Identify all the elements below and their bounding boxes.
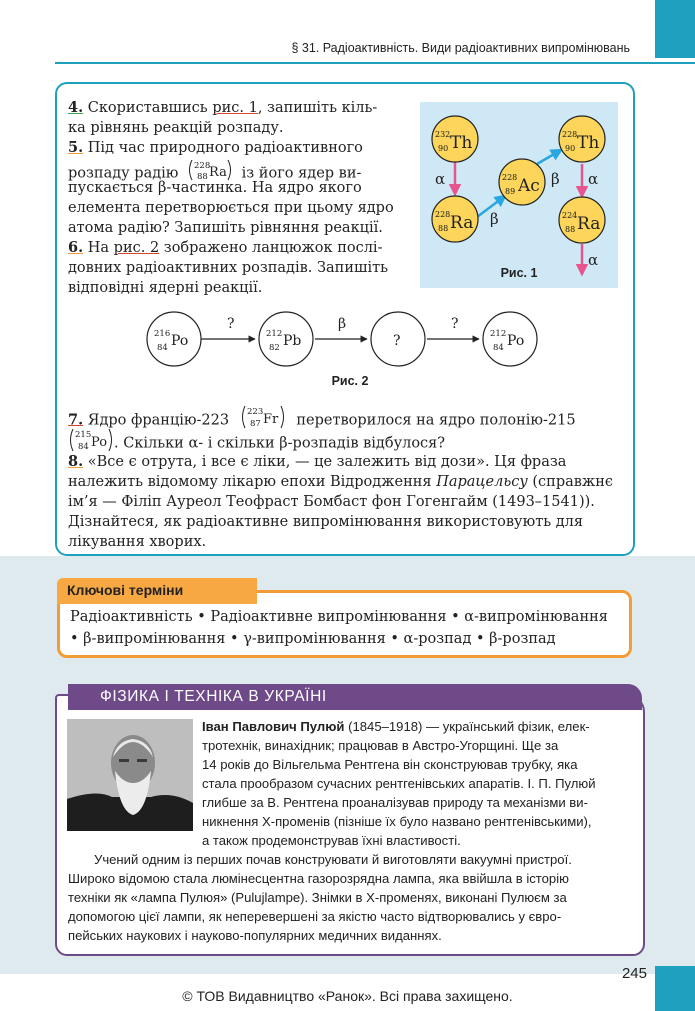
bio-line-7: а також продемонстрував їхні властивості. — [202, 833, 461, 848]
bio-line-6: никнення Х-променів (пізніше їх було названо рентгенівськими), — [202, 814, 592, 829]
svg-text:84: 84 — [157, 343, 168, 353]
figure-2-caption: Рис. 2 — [331, 374, 369, 388]
chain-label-3: ? — [451, 316, 459, 332]
exercise-6-line-2: довних радіоактивних розпадів. Запишіть — [68, 260, 389, 276]
beta-arrow-2 — [537, 150, 561, 164]
key-terms-line-1: Радіоактивність • Радіоактивне випромінювання • α-випромінювання — [70, 609, 608, 625]
svg-text:Fr: Fr — [262, 412, 278, 427]
exercise-6-text: На — [87, 240, 114, 256]
exercise-5-line-5: атома радію? Запишіть рівняння реакції. — [68, 220, 383, 236]
exercise-5-text-pre: розпаду радію — [68, 165, 179, 182]
bio-line-11: допомогою цієї лампи, як неперевершені за якістю часто відтворювались у євро- — [68, 909, 562, 924]
svg-text:Po: Po — [91, 435, 108, 450]
exercise-5-text: Під час природного радіоактивного — [87, 140, 363, 156]
exercise-4-line-2: ка рівнянь реакцій розпаду. — [68, 120, 284, 136]
portrait-photo — [67, 719, 193, 831]
ra-atomic-number: 88 — [197, 172, 208, 182]
chain-node-po212 — [483, 312, 537, 366]
exercise-8-line-4: Дізнайтеся, як радіоактивне випромінювання використовують для — [68, 514, 584, 530]
exercise-5-number: 5. — [68, 139, 84, 156]
figure-1 — [420, 102, 618, 288]
exercise-4-line-1 — [68, 98, 377, 119]
exercise-5-text-post: із його ядер ви- — [241, 165, 362, 182]
svg-text:212: 212 — [490, 329, 507, 339]
paracelsus-name: Парацельсу — [436, 474, 528, 490]
svg-text:Pb: Pb — [283, 333, 302, 349]
exercise-6-number: 6. — [68, 239, 84, 256]
exercise-5-line-3: пускається β-частинка. На ядро якого — [68, 180, 362, 196]
exercise-8-line-5: лікування хворих. — [68, 534, 207, 550]
exercise-8-text: «Все є отрута, і все є ліки, — це залежить від дози». Ця фраза — [87, 454, 567, 470]
header-rule — [55, 62, 695, 64]
figure-1-reference[interactable]: рис. 1 — [212, 100, 258, 116]
nuclide-node-th232 — [432, 116, 478, 162]
key-terms-line-2: • β-випромінювання • γ-випромінювання • α-розпад • β-розпад — [70, 631, 556, 647]
svg-text:89: 89 — [505, 187, 516, 196]
exercise-4-number: 4. — [68, 99, 84, 116]
exercise-4-text: Скориставшись — [87, 100, 213, 116]
svg-text:90: 90 — [565, 144, 576, 153]
svg-text:?: ? — [393, 333, 401, 349]
decay-chain-diagram-2 — [145, 308, 555, 372]
svg-text:Ra: Ra — [577, 214, 601, 234]
exercise-8-text-pre: належить відомому лікарю епохи Відродження — [68, 474, 437, 490]
exercise-6-line-3: відповідні ядерні реакції. — [68, 280, 263, 296]
nuclide-node-th228 — [559, 116, 605, 162]
label-beta-2: β — [551, 170, 560, 188]
bio-line-1 — [202, 718, 590, 737]
svg-text:223: 223 — [246, 407, 263, 417]
exercise-6-text-cont: зображено ланцюжок послі- — [159, 240, 383, 256]
chain-label-1: ? — [227, 316, 235, 332]
svg-text:82: 82 — [269, 343, 280, 353]
nuclide-node-ra224 — [559, 197, 605, 243]
label-beta-1: β — [490, 210, 499, 228]
ra-symbol: Ra — [209, 165, 227, 180]
bio-line-4: стала прообразом сучасних рентгенівських апаратів. І. П. Пулюй — [202, 776, 596, 791]
exercise-5-line-4: елемента перетворюється при цьому ядро — [68, 200, 394, 216]
ra-mass-number: 228 — [194, 161, 211, 171]
exercise-4-text-cont: , запишіть кіль- — [257, 100, 378, 116]
exercise-8-number: 8. — [68, 453, 84, 470]
svg-text:228: 228 — [435, 210, 451, 219]
bio-line-12: пейських наукових і науково-популярних медичних виданнях. — [68, 928, 442, 943]
svg-text:228: 228 — [562, 130, 578, 139]
pului-name: Іван Павлович Пулюй — [202, 719, 345, 734]
svg-text:228: 228 — [502, 173, 518, 182]
svg-text:90: 90 — [438, 144, 449, 153]
copyright: © ТОВ Видавництво «Ранок». Всі права захищено. — [182, 988, 513, 1004]
svg-text:84: 84 — [78, 442, 89, 452]
nuclide-node-ra228 — [432, 196, 478, 242]
svg-text:88: 88 — [565, 225, 576, 234]
nuclide-node-ac228 — [499, 159, 545, 205]
bio-text-1: (1845–1918) — український фізик, елек- — [344, 719, 590, 734]
exercise-6-line-1 — [68, 238, 382, 259]
exercise-7-number: 7. — [68, 411, 84, 429]
label-alpha-3: α — [588, 251, 599, 269]
bio-line-2: тротехнік, винахідник; працював в Австро-Угорщині. Ще за — [202, 738, 559, 753]
svg-text:216: 216 — [154, 329, 171, 339]
exercise-7-text-end: . Скільки α- і скільки β-розпадів відбулося? — [114, 435, 446, 452]
physics-ukraine-title: ФІЗИКА І ТЕХНІКА В УКРАЇНІ — [100, 688, 327, 705]
svg-text:Ac: Ac — [518, 176, 540, 196]
svg-text:215: 215 — [75, 430, 92, 440]
svg-text:224: 224 — [562, 211, 578, 220]
exercise-7-text-cont: перетворилося на ядро полонію-215 — [296, 412, 576, 429]
chain-node-unknown — [371, 312, 425, 366]
svg-text:Po: Po — [171, 333, 189, 349]
bio-line-5: глибше за В. Рентгена проаналізував природу та механізми ви- — [202, 795, 588, 810]
bio-line-10: техніки як «лампа Пулюя» (Pulujlampe). Знімки в Х-променях, виконані Пулюєм за — [68, 890, 567, 905]
svg-text:232: 232 — [435, 130, 451, 139]
key-terms-title: Ключові терміни — [67, 582, 184, 598]
chain-node-pb212 — [259, 312, 313, 366]
label-alpha-2: α — [588, 170, 599, 188]
section-header: § 31. Радіоактивність. Види радіоактивних випромінювань — [291, 41, 630, 55]
exercise-7-text: Ядро францію-223 — [87, 412, 230, 429]
bio-line-9: Широко відомою стала люмінесцентна газорозрядна лампа, яка ввійшла в історію — [68, 871, 569, 886]
decay-chain-diagram-1 — [420, 102, 618, 288]
bio-line-3: 14 років до Вільгельма Рентгена він сконструював трубку, яка — [202, 757, 578, 772]
svg-text:88: 88 — [438, 224, 449, 233]
chain-label-2: β — [338, 316, 347, 332]
svg-text:Th: Th — [577, 133, 600, 153]
svg-text:87: 87 — [249, 419, 261, 429]
page-number: 245 — [621, 965, 647, 982]
figure-2 — [145, 308, 555, 372]
exercise-8-line-2 — [68, 472, 613, 493]
figure-2-reference[interactable]: рис. 2 — [113, 240, 160, 256]
chain-node-po216 — [147, 312, 201, 366]
exercise-8-line-3: ім’я — Філіп Ауреол Теофраст Бомбаст фон Гогенгайм (1493–1541)). — [68, 494, 595, 510]
label-alpha-1: α — [435, 170, 446, 188]
figure-1-caption: Рис. 1 — [500, 266, 538, 280]
svg-text:Th: Th — [450, 133, 473, 153]
svg-text:Ra: Ra — [450, 213, 474, 233]
bio-line-8: Учений одним із перших почав конструювати й виготовляти вакуумні пристрої. — [94, 852, 572, 867]
exercise-8-text-post: (справжнє — [527, 474, 614, 490]
svg-text:212: 212 — [266, 329, 283, 339]
svg-text:84: 84 — [493, 343, 504, 353]
header-color-bar — [655, 0, 695, 58]
svg-text:Po: Po — [507, 333, 525, 349]
exercise-8-line-1 — [68, 452, 566, 473]
exercise-5-line-1 — [68, 138, 363, 159]
